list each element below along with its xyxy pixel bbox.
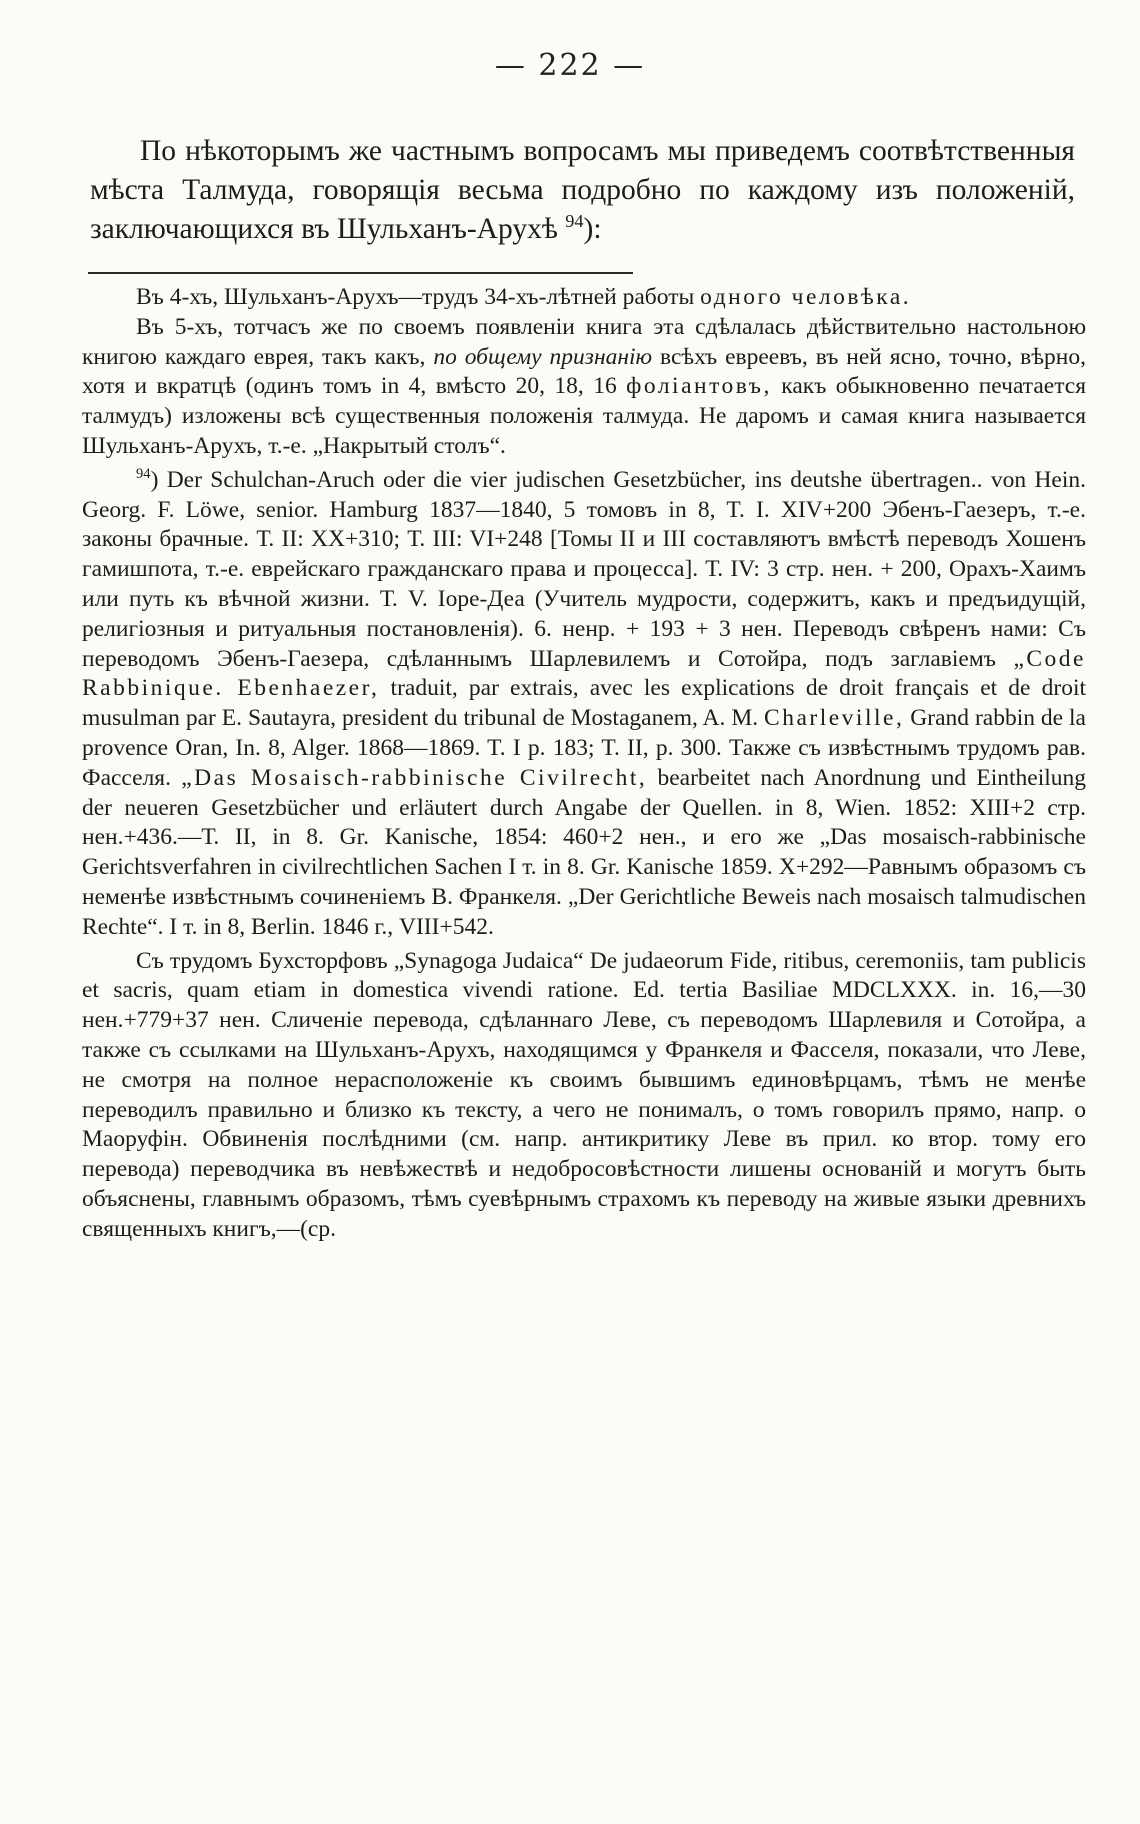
footnote-5-text-start: Въ 5-хъ, тотчасъ же по своемъ появленіи книга эта сдѣлалась дѣйствительно настольною книгою каждаго еврея, такъ какъ, — [82, 313, 1086, 370]
main-paragraph-tail: ): — [583, 213, 602, 245]
footnote-94-paragraph-2: Съ трудомъ Бухсторфовъ „Synagoga Judaica“ De judaeorum Fide, ritibus, ceremoniis, tam publicis et sacris, quam etiam in domestica vivendi ratione. Ed. tertia Basiliae MDCLXXX. in. 16,—30 нен.+779+37 нен. Сличеніе перевода, сдѣланнаго Леве, съ переводомъ Шарлевиля и Сотойра, а также съ ссылками на Шульханъ-Арухъ, находящимся у Франкеля и Фасселя, показали, что Леве, не смотря на полное нерасположеніе къ своимъ бывшимъ единовѣрцамъ, тѣмъ не менѣе переводилъ правильно и близко къ тексту, а чего не понималъ, о томъ говорилъ прямо, напр. о Маоруфін. Обвиненія послѣдними (см. напр. антикритику Леве въ прил. ко втор. тому его перевода) переводчика въ невѣжествѣ и недобросовѣстности лишены основаній и могутъ быть объяснены, главнымъ образомъ, тѣмъ суевѣрнымъ страхомъ къ переводу на живые языки древнихъ священныхъ книгъ,—(ср. — [82, 947, 1086, 1242]
footnote-94-paragraph-1 — [82, 466, 1086, 943]
footnote-5-text-end: какъ обыкновенно печатается талмудъ) изложены всѣ существенныя положенія талмуда. Не даромъ и самая книга называется Шульханъ-Арухъ, т.-е. „Накрытый столъ“. — [82, 373, 1087, 459]
footnote-4 — [82, 283, 1086, 313]
footnotes-section — [82, 283, 1086, 1245]
footnote-4-spaced-text: одного человѣка. — [700, 284, 912, 310]
footnote-94-number: 94 — [136, 465, 151, 482]
footnote-94-spaced-title-2: „Das Mosaisch-rabbinische Civilrecht, — [181, 764, 648, 791]
footnote-5-spaced-text: фоліантовъ, — [626, 373, 772, 400]
footnote-ref-94: 94 — [565, 211, 584, 232]
footnote-94-text-4: bearbeitet nach Anordnung und Eintheilung der neueren Gesetzbücher und erläutert durch Angabe der Quellen. in 8, Wien. 1852: XIII+2 стр. нен.+436.—Т. II, in 8. Gr. Kanische, 1854: 460+2 нен., и его же „Das mosaisch-rabbinische Gerichtsverfahren in civilrechtlichen Sachen I т. in 8. Gr. Kanische 1859. X+292—Равнымъ образомъ съ неменѣе извѣстнымъ сочиненіемъ В. Франкеля. „Der Gerichtliche Beweis nach mosaisch talmudischen Rechte“. I т. in 8, Berlin. 1846 г., VIII+542. — [82, 764, 1087, 940]
footnote-94-text-2: traduit, par extrais, avec les explications de droit français et de droit musulman par E. Sautayra, president du tribunal de Mostaganem, A. M. — [82, 675, 1086, 732]
footnote-4-text: Въ 4-хъ, Шульханъ-Арухъ—трудъ 34-хъ-лѣтней работы — [136, 284, 695, 310]
footnote-94-spaced-title-1: „Code Rabbinique. Ebenhaezer, — [82, 645, 1086, 702]
page-number: — 222 — — [494, 48, 646, 83]
footnote-5-text-rest: всѣхъ евреевъ, въ ней ясно, точно, вѣрно, хотя и вкратцѣ (одинъ томъ in 4, вмѣсто 20, 18, 16 — [82, 343, 1086, 400]
footnote-94-text-1: ) Der Schulchan-Aruch oder die vier judischen Gesetzbücher, ins deutshe übertragen.. von Hein. Georg. F. Löwe, senior. Hamburg 1837—1840, 5 томовъ in 8, T. I. XIV+200 Эбенъ-Гаезеръ, т.-е. законы брачные. Т. II: XX+310; Т. III: VI+248 [Томы II и III составляютъ вмѣстѣ переводъ Хошенъ гамишпота, т.-е. еврейскаго гражданскаго права и процесса]. Т. IV: 3 стр. нен. + 200, Орахъ-Хаимъ или путь къ вѣчной жизни. Т. V. Iоре-Деа (Учитель мудрости, содержитъ, какъ и предъидущій, религіозныя и ритуальныя постановленія). 6. ненр. + 193 + 3 нен. Переводъ свѣренъ нами: Съ переводомъ Эбенъ-Гаезера, сдѣланнымъ Шарлевилемъ и Сотойра, подъ заглавіемъ — [82, 466, 1086, 672]
main-paragraph-text: По нѣкоторымъ же частнымъ вопросамъ мы приведемъ соотвѣтственныя мѣста Талмуда, говорящія весьма подробно по каждому изъ положеній, заключающихся въ Шульханъ-Арухѣ — [90, 135, 1075, 245]
main-paragraph — [90, 132, 1075, 249]
footnote-94-text-3: Grand rabbin de la provence Oran, In. 8, Alger. 1868—1869. T. I p. 183; T. II, p. 300. Также съ извѣстнымъ трудомъ рав. Фасселя. — [82, 705, 1086, 791]
footnote-94-spaced-name: Charleville, — [764, 705, 905, 732]
footnote-5-italic-text: по общему признанію — [433, 343, 653, 370]
footnote-separator-rule — [88, 272, 633, 274]
footnote-5 — [82, 313, 1086, 462]
